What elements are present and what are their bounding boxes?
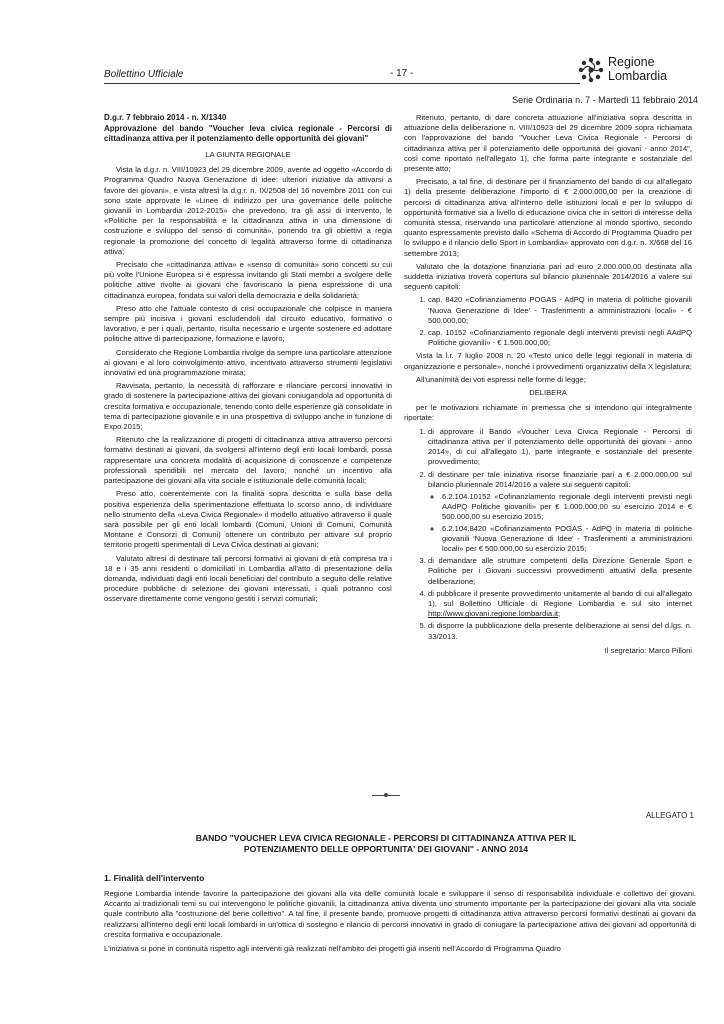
item-text: di disporre la pubblicazione della presente deliberazione ai sensi del d.lgs. n. 33/2013. xyxy=(428,621,692,641)
item-text: di demandare alle strutture competenti della Direzione Generale Sport e Politiche per i Giovani successivi provvedimenti attuativi della presente deliberazione; xyxy=(428,556,692,586)
list-item xyxy=(428,470,692,555)
annex-title: BANDO "VOUCHER LEVA CIVICA REGIONALE - PERCORSI DI CITTADINANZA ATTIVA PER IL POTENZIAMENTO DELLE OPPORTUNITA' DEI GIOVANI" - ANNO 2014 xyxy=(195,833,577,854)
logo-text-regione: Regione xyxy=(608,55,655,69)
publication-name: Bollettino Ufficiale xyxy=(104,69,184,80)
signature: Il segretario: Marco Pilloni xyxy=(604,645,692,655)
item-text: di destinare per tale iniziativa risorse finanziarie pari a € 2.000.000,00 sul bilancio pluriennale 2014/2016 a valere sui seguenti capitoli: xyxy=(428,469,692,489)
page-number: - 17 - xyxy=(390,68,414,79)
paragraph: Vista la d.g.r. n. VIII/10923 del 29 dicembre 2009, avente ad oggetto «Accordo di Programma Quadro Nuova Generazione di idee: ulteriori iniziative da attivarsi a favore dei giovani», e vista altresì la d.g.r. n. IX/2508 del 16 novembre 2011 con cui sono state approvate le «Linee di indirizzo per una governance delle politiche giovanili in Lombardia 2012-2015» che prevedono, tra gli assi di intervento, le «Politiche per la responsabilità e la cittadinanza attiva in una dimensione di costruzione e sviluppo del senso di comunità», ponendo tra gli obiettivi a regia regionale la promozione del concetto di legalità attraverso forme di cittadinanza attiva; xyxy=(104,165,392,256)
serie-info: Serie Ordinaria n. 7 - Martedì 11 febbraio 2014 xyxy=(512,95,698,105)
item-text: di approvare il Bando «Voucher Leva Civica Regionale - Percorsi di cittadinanza attiva per il potenziamento delle opportunità dei giovani - anno 2014», di cui all'allegato 1), parte integrante e sostanziale del presente provvedimento; xyxy=(428,426,692,467)
paragraph: Precisato che «cittadinanza attiva» e «senso di comunità» sono concetti su cui più volte l'Unione Europea si è espressa invitando gli Stati membri a svolgere delle politiche attive rivolte ai giovani che favoriscano la piena espressione di una cittadinanza europea, fondata sui valori della democrazia e della solidarietà; xyxy=(104,260,392,300)
paragraph: Precisato, a tal fine, di destinare per il finanziamento del bando di cui all'allegato 1) della presente deliberazione l'importo di € 2.000.000,00 per la creazione di percorsi di cittadinanza attiva all'interno delle istituzioni locali e per lo sviluppo di opportunità formative sia a livello di educazione civica che in settori di interesse della comunità stessa, riservando una particolare attenzione al mondo sportivo, secondo quanto espressamente previsto dallo «Schema di Accordo di Programma Quadro per lo sviluppo e il rilancio dello Sport in Lombardia» approvato con d.g.r. n. X/668 del 16 settembre 2013; xyxy=(404,177,692,258)
logo-text-lombardia: Lombardia xyxy=(608,69,668,83)
paragraph: Ritenuto, pertanto, di dare concreta attuazione all'iniziativa sopra descritta in attuazione della deliberazione n. VIII/10923 del 29 dicembre 2009 sopra richiamata con l'approvazione del bando "Voucher Leva Civica Regionale - Percorsi di cittadinanza attiva per il potenziamento delle opportunità dei giovani - anno 2014", così come riportato nell'allegato 1), che forma parte integrante e sostanziale del presente atto; xyxy=(404,113,692,174)
list-item xyxy=(428,621,692,641)
list-item: 2. cap. 10152 «Cofinanziamento regionale degli interventi previsti negli AAdPQ Politiche giovanili» - € 1.500.000,00; xyxy=(428,328,692,348)
paragraph: Preso atto che l'attuale contesto di crisi occupazionale che colpisce in maniera sempre più incisiva i giovani escludendoli dal circuito educativo, formativo o lavorativo, e per i quali, pertanto, risulta necessario e urgente sostenere ed adottare politiche attive di partecipazione, formazione e lavoro; xyxy=(104,303,392,344)
section-divider-dot xyxy=(384,793,388,797)
paragraph: Vista la l.r. 7 luglio 2008 n. 20 «Testo unico delle leggi regionali in materia di organizzazione e personale», nonché i provvedimenti organizzativi della X legislatura; xyxy=(404,351,692,371)
right-column xyxy=(404,113,692,659)
paragraph: Valutato che la dotazione finanziaria pari ad euro 2.000.000,00 destinata alla suddetta iniziativa troverà copertura sul bilancio pluriennale 2014/2016 a valere sui seguenti capitoli: xyxy=(404,261,692,292)
rosa-camuna-icon xyxy=(578,57,604,83)
item-text: ; xyxy=(558,609,561,619)
page-header xyxy=(0,0,724,105)
section-title: 1. Finalità dell'intervento xyxy=(104,873,205,883)
annex-body xyxy=(104,889,696,958)
dgr-title: D.g.r. 7 febbraio 2014 - n. X/1340 xyxy=(104,113,227,122)
allegato-label: ALLEGATO 1 xyxy=(645,811,694,820)
paragraph: per le motivazioni richiamate in premessa che si intendono qui integralmente riportate: xyxy=(404,403,692,423)
bullet-list xyxy=(428,492,692,554)
regione-lombardia-logo xyxy=(578,53,698,89)
dgr-subject: Approvazione del bando "Voucher leva civica regionale - Percorsi di cittadinanza attiva per il potenziamento delle opportunità dei giovani" xyxy=(104,124,392,143)
list-item xyxy=(428,427,692,468)
paragraph: Regione Lombardia intende favorire la partecipazione dei giovani alla vita delle comunità locale e sviluppare il senso di responsabilità individuale e collettivo dei giovani. Accanto ai tradizionali temi su cui intervengono le politiche giovanili, la cittadinanza attiva diventa uno strumento importante per la partecipazione dei giovani alla vita sociale quale contributo alla "costruzione del bene collettivo". A tal fine, il presente bando, promuove progetti di cittadinanza attiva attraverso percorsi formativi destinati ai giovani da realizzarsi all'interno degli enti locali lombardi in un'ottica di sostegno e rilancio di percorsi innovativi in grado di coniugare la partecipazione attiva dei giovani ad opportunità di crescita formativa e occupazionale. xyxy=(104,889,696,939)
bullet-item: ◦ 6.2.104.8420 «Cofinanziamento POGAS - AdPQ in materia di politiche giovanili 'Nuova Generazione di Idee' - Trasferimenti a amministrazioni locali» per € 500.000,00 su esercizio 2015; xyxy=(442,524,692,555)
left-column xyxy=(104,113,392,608)
paragraph: L'iniziativa si pone in continuità rispetto agli interventi già realizzati nell'ambito dei progetti già inseriti nell'Accordo di Programma Quadro xyxy=(104,944,561,954)
paragraph: Ravvisata, pertanto, la necessità di rafforzare e rilanciare percorsi innovativi in grado di sostenere la partecipazione attiva dei giovani coniugandola ad opportunità di crescita formativa e occupazionale, tenendo conto delle esperienze già consolidate in tema di partecipazione giovanile e in una prospettiva di sviluppo anche in funzione di Expo 2015; xyxy=(104,381,392,432)
deliberation-list xyxy=(404,427,692,642)
capitoli-list xyxy=(404,295,692,348)
paragraph: All'unanimità dei voti espressi nelle forme di legge; xyxy=(416,374,586,384)
giunta-heading: LA GIUNTA REGIONALE xyxy=(205,150,291,159)
list-item xyxy=(428,556,692,587)
giovani-website-link[interactable]: http://www.giovani.regione.lombardia.it xyxy=(428,609,559,619)
item-text: di pubblicare il presente provvedimento unitamente al bando di cui all'allegato 1), sul Bollettino Ufficiale di Regione Lombardia e sul sito internet xyxy=(428,588,692,608)
paragraph: Valutato altresì di destinare tali percorsi formativi ai giovani di età compresa tra i 18 e i 35 anni residenti o domiciliati in Lombardia all'atto di presentazione della domanda, individuati dagli enti locali beneficiari del contributo a seguito delle relative procedure pubbliche di selezione dei giovani interessati, i quali potranno così osservare direttamente come vengono gestiti i servizi comunali; xyxy=(104,553,392,604)
bullet-item: ◦ 6.2.104.10152 «Cofinanziamento regionale degli interventi previsti negli AAdPQ Politiche giovanili» per € 1.000.000,00 su esercizio 2014 e € 500.000,00 su esercizio 2015; xyxy=(442,492,692,523)
delibera-heading: DELIBERA xyxy=(529,388,567,398)
list-item: 1. cap. 8420 «Cofinanziamento POGAS - AdPQ in materia di politiche giovanili 'Nuova Generazione di Idee' - Trasferimenti a amministrazioni locali» - € 500.000,00; xyxy=(428,295,692,326)
paragraph: Considerato che Regione Lombardia rivolge da sempre una particolare attenzione ai giovani e al loro coinvolgimento attivo, incentivato attraverso strumenti legislativi innovativi ed una programmazione mirata; xyxy=(104,347,392,378)
header-rule xyxy=(104,83,580,84)
paragraph: Preso atto, coerentemente con la finalità sopra descritta e sulla base della positiva esperienza della sperimentazione effettuata lo scorso anno, di individuare nello strumento della «Leva Civica Regionale» il modello attuativo attraverso il quale sarà possibile per gli enti locali lombardi (Comuni, Unioni di Comuni, Comunità Montane e Consorzi di Comuni) ottenere un contributo per attivare sul proprio territorio progetti sperimentali di Leva Civica destinati ai giovani; xyxy=(104,489,392,550)
list-item xyxy=(428,589,692,620)
paragraph: Ritenuto che la realizzazione di progetti di cittadinanza attiva attraverso percorsi formativi destinati ai giovani, da svolgersi all'interno degli enti locali lombardi, possa rappresentare una concreta modalità di acquisizione di conoscenze e competenze professionali spendibili nel mercato del lavoro, nonché un incentivo alla partecipazione dei giovani alla vita sociale e istituzionale delle comunità locali; xyxy=(104,435,392,486)
